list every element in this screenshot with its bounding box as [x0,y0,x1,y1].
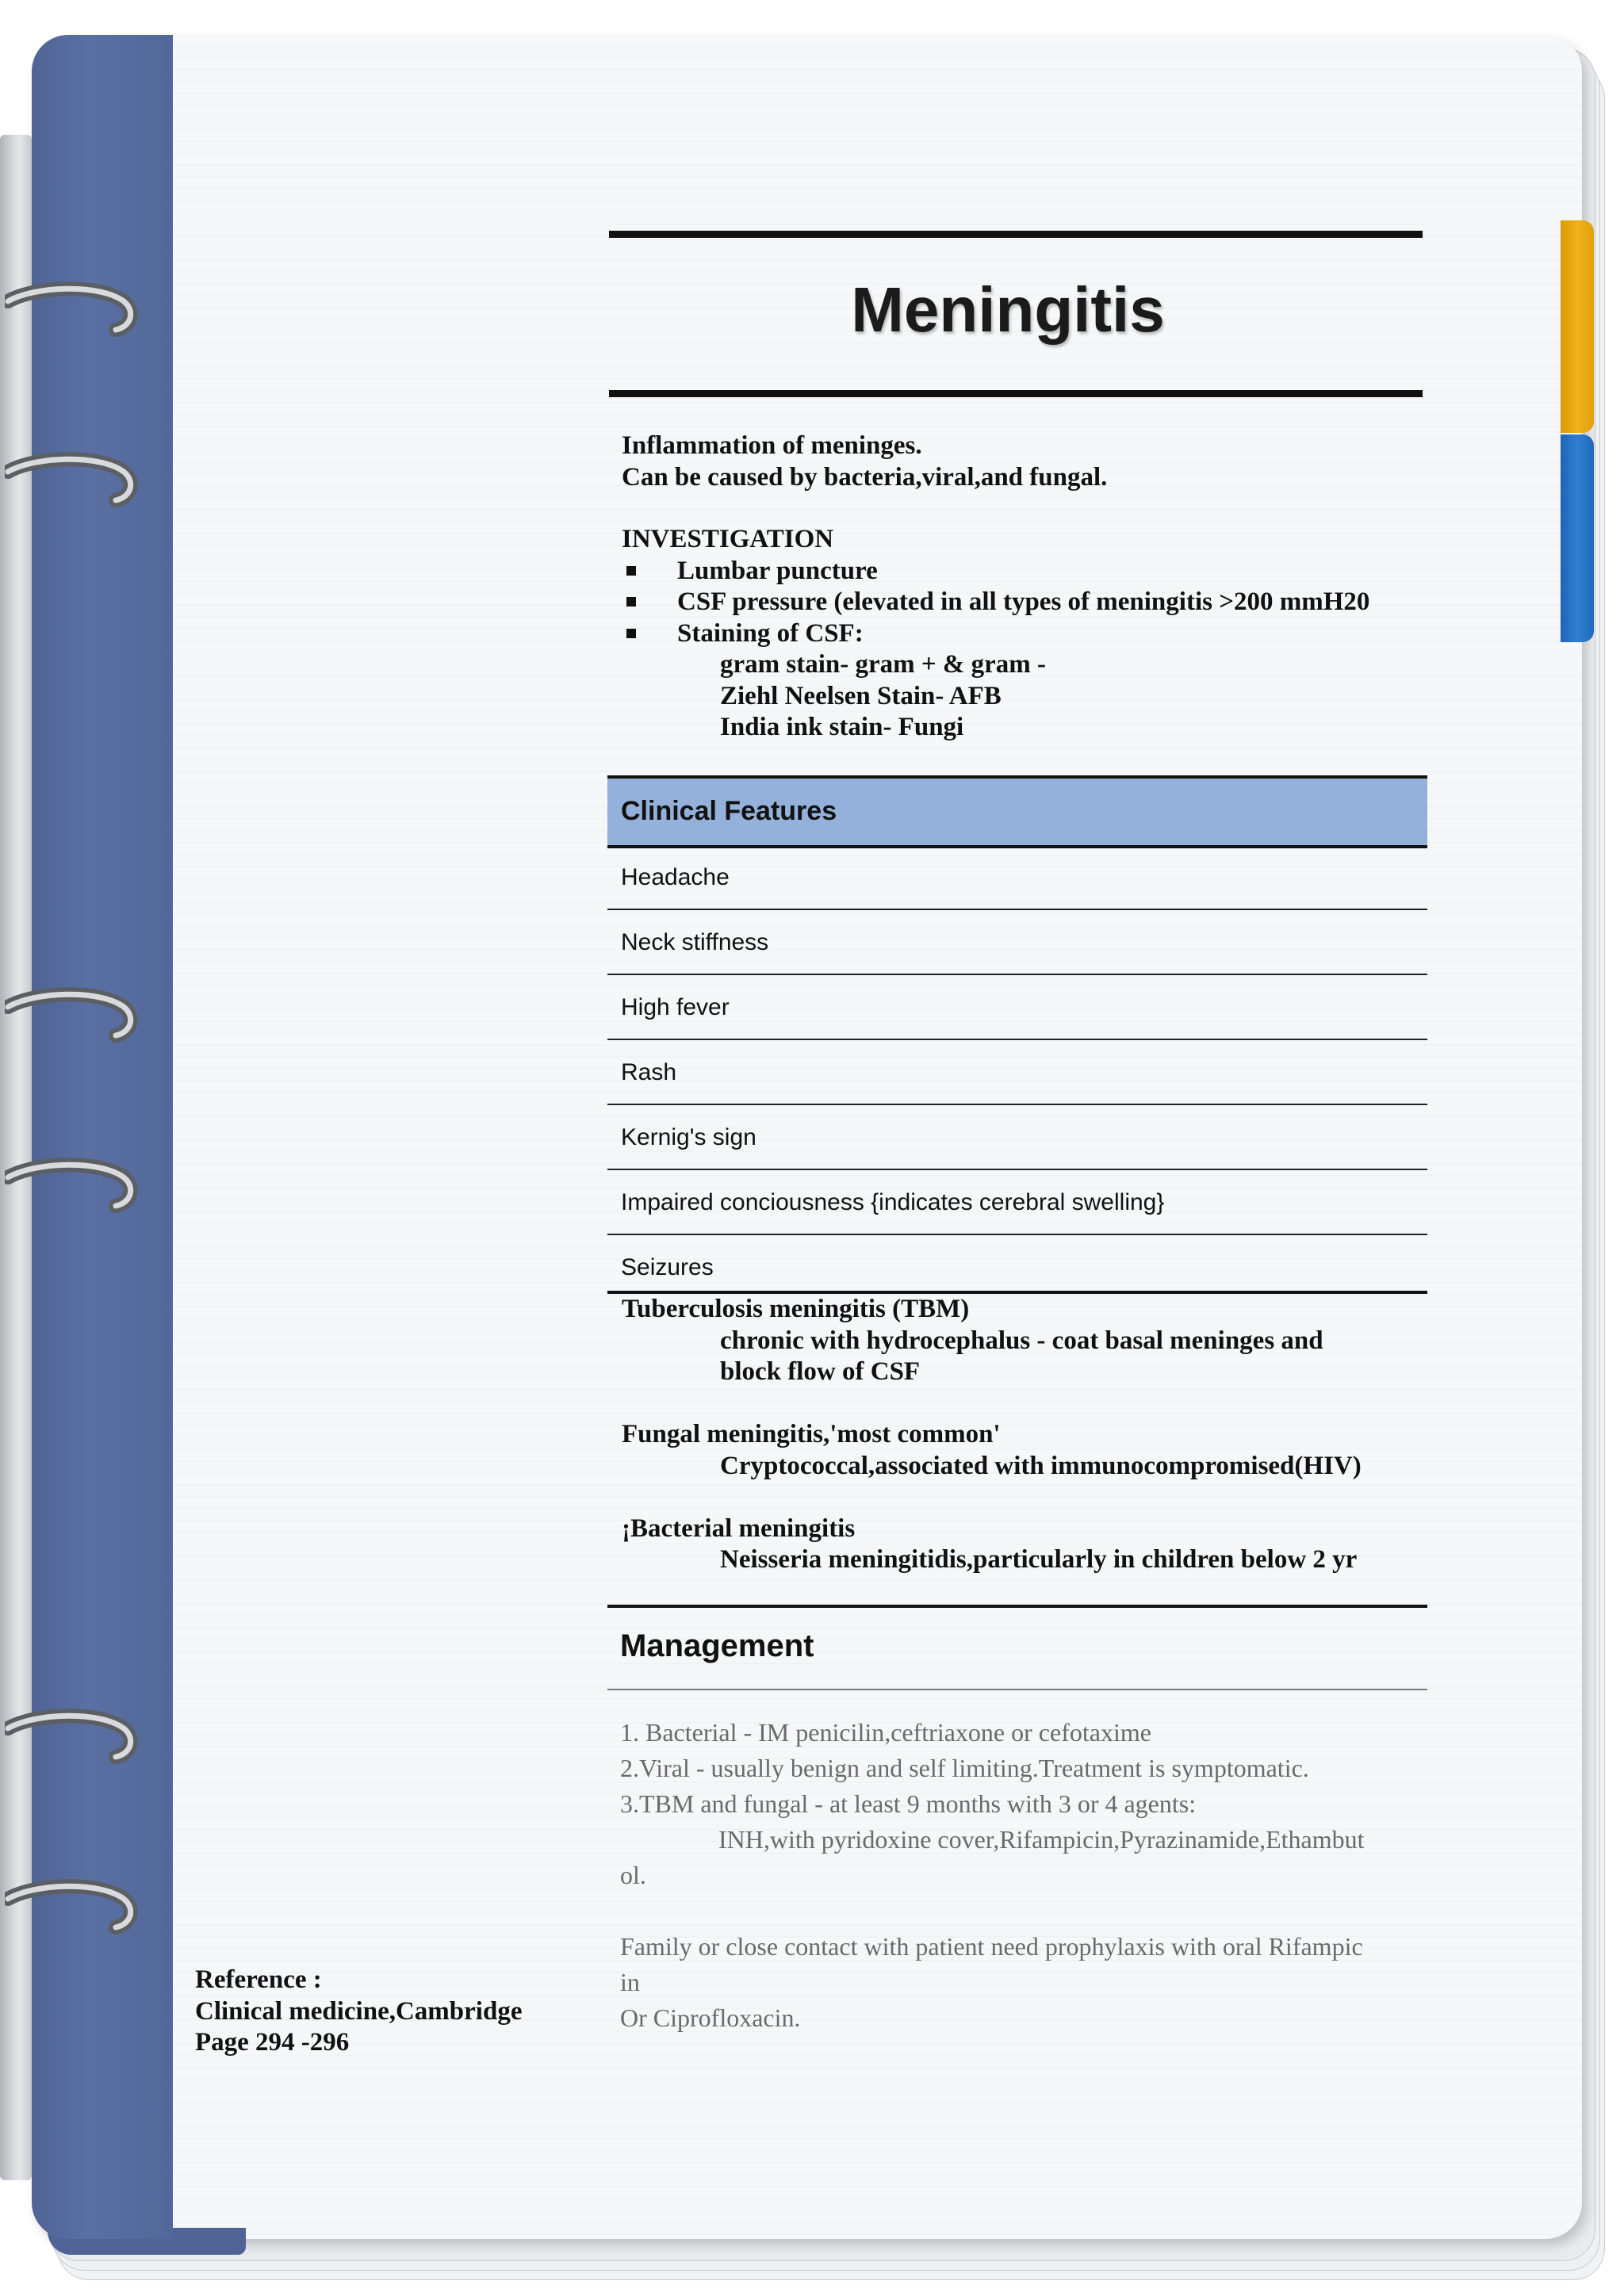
reference-pages: Page 294 -296 [195,2028,350,2057]
stain-item: India ink stain- Fungi [720,713,964,741]
clinical-features-header [607,775,1427,848]
fungal-heading: Fungal meningitis,'most common' [622,1420,1001,1448]
management-line: 1. Bacterial - IM penicilin,ceftriaxone or cefotaxime [620,1718,1151,1747]
clinical-feature-row: Rash [607,1040,1427,1105]
management-heading: Management [620,1628,814,1663]
bacterial-heading: ¡Bacterial meningitis [622,1513,856,1543]
square-bullet-icon [626,597,636,607]
reference-label: Reference : [195,1965,322,1994]
management-line: ol. [620,1861,646,1889]
management-line: Family or close contact with patient need prophylaxis with oral Rifampic [620,1932,1363,1961]
management-top-rule [607,1605,1427,1608]
clinical-feature-row: High fever [607,975,1427,1040]
square-bullet-icon [626,629,636,638]
tbm-detail: chronic with hydrocephalus - coat basal meninges and [720,1326,1323,1355]
clinical-feature-row: Headache [607,845,1427,910]
intro-section [622,430,1415,744]
management-line: 3.TBM and fungal - at least 9 months with 3 or 4 agents: [620,1789,1197,1818]
clinical-feature-row: Kernig's sign [607,1105,1427,1170]
intro-line: Can be caused by bacteria,viral,and fungal. [622,462,1108,492]
reference-block [195,1965,544,2059]
intro-line: Inflammation of meninges. [622,431,922,460]
title-bottom-rule [609,390,1423,397]
investigation-bullet: Lumbar puncture [622,556,1415,587]
management-line: INH,with pyridoxine cover,Rifampicin,Pyrazinamide,Ethambut [718,1825,1365,1854]
clinical-feature-row: Seizures [621,1254,714,1280]
square-bullet-icon [626,566,636,576]
management-section [620,1715,1417,2036]
management-line: 2.Viral - usually benign and self limiting.Treatment is symptomatic. [620,1754,1309,1782]
meningitis-types [622,1294,1415,1576]
clinical-feature-row: Impaired conciousness {indicates cerebral swelling} [607,1170,1427,1235]
clinical-features-title: Clinical Features [621,796,837,826]
clinical-feature-row: Neck stiffness [607,910,1427,975]
investigation-bullet: CSF pressure (elevated in all types of meningitis >200 mmH20 [622,587,1415,618]
tbm-heading: Tuberculosis meningitis (TBM) [622,1295,970,1323]
page-title: Meningitis [851,274,1165,345]
management-line: Or Ciprofloxacin. [620,2003,801,2032]
bacterial-detail: Neisseria meningitidis,particularly in children below 2 yr [720,1545,1358,1574]
investigation-heading: INVESTIGATION [622,525,834,553]
management-rule [607,1689,1427,1690]
stain-item: gram stain- gram + & gram - [720,650,1047,679]
investigation-bullet: Staining of CSF: [622,618,1415,650]
reference-source: Clinical medicine,Cambridge [195,1996,523,2026]
stain-item: Ziehl Neelsen Stain- AFB [720,681,1002,710]
title-top-rule [609,231,1423,238]
fungal-detail: Cryptococcal,associated with immunocompromised(HIV) [720,1451,1362,1480]
tbm-detail: block flow of CSF [720,1357,921,1386]
management-line: in [620,1968,640,1996]
